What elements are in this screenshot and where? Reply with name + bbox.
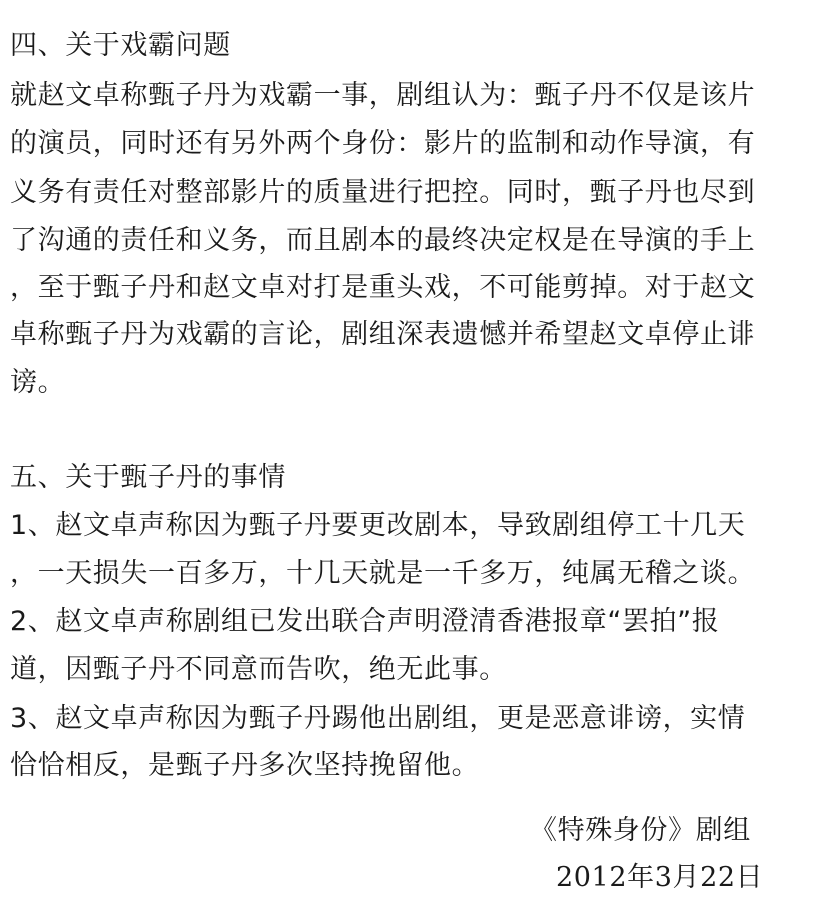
section-5-line-5: 3、赵文卓声称因为甄子丹踢他出剧组，更是恶意诽谤，实情 — [10, 703, 746, 734]
section-5-line-1: 1、赵文卓声称因为甄子丹要更改剧本，导致剧组停工十几天 — [10, 510, 746, 541]
section-5-line-6: 恰恰相反，是甄子丹多次坚持挽留他。 — [10, 750, 480, 781]
signature-organization: 《特殊身份》剧组 — [530, 815, 751, 846]
section-4-line-1: 就赵文卓称甄子丹为戏霸一事，剧组认为：甄子丹不仅是该片 — [10, 80, 756, 111]
section-5-line-4: 道，因甄子丹不同意而告吹，绝无此事。 — [10, 654, 507, 685]
section-4-line-7: 谤。 — [10, 367, 66, 398]
section-5-line-3: 2、赵文卓声称剧组已发出联合声明澄清香港报章“罢拍”报 — [10, 606, 720, 637]
section-4-line-5: ，至于甄子丹和赵文卓对打是重头戏，不可能剪掉。对于赵文 — [10, 272, 756, 303]
section-5-heading: 五、关于甄子丹的事情 — [10, 462, 286, 493]
section-4-line-4: 了沟通的责任和义务，而且剧本的最终决定权是在导演的手上 — [10, 225, 756, 256]
section-4-heading: 四、关于戏霸问题 — [10, 30, 231, 61]
section-4-line-3: 义务有责任对整部影片的质量进行把控。同时，甄子丹也尽到 — [10, 177, 756, 208]
section-5-line-2: ，一天损失一百多万，十几天就是一千多万，纯属无稽之谈。 — [10, 558, 756, 589]
section-4-line-2: 的演员，同时还有另外两个身份：影片的监制和动作导演，有 — [10, 128, 756, 159]
signature-date: 2012年3月22日 — [556, 862, 764, 893]
section-4-line-6: 卓称甄子丹为戏霸的言论，剧组深表遗憾并希望赵文卓停止诽 — [10, 319, 756, 350]
